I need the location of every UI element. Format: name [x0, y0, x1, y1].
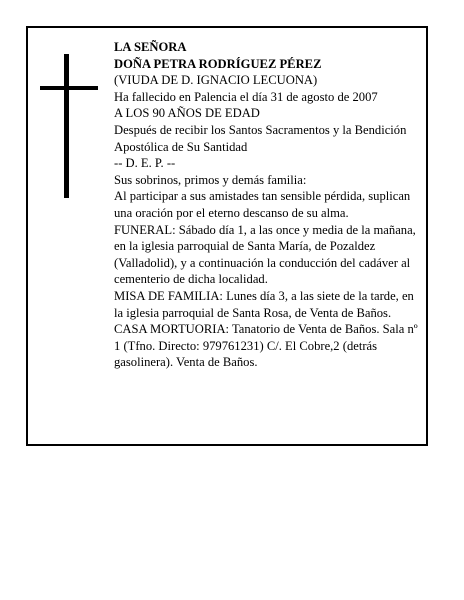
widow-of: (VIUDA DE D. IGNACIO LECUONA) — [114, 73, 318, 88]
deceased-name: DOÑA PETRA RODRÍGUEZ PÉREZ — [114, 56, 322, 71]
notice-text — [114, 39, 422, 371]
notice-title: LA SEÑORA — [114, 40, 187, 54]
rip-line: -- D. E. P. -- — [114, 156, 176, 171]
obituary-notice — [26, 26, 428, 446]
cross-horizontal-bar — [40, 86, 98, 90]
cross-vertical-bar — [64, 54, 69, 198]
latin-cross-icon — [40, 54, 98, 198]
funeral-details: FUNERAL: Sábado día 1, a las once y media de la mañana, en la iglesia parroquial de Santa María, de Pozaldez (Valladolid), y a continuación la conducción del cadáver al cementerio de dicha localidad. — [114, 222, 416, 287]
funeral-home-details: CASA MORTUORIA: Tanatorio de Venta de Baños. Sala nº 1 (Tfno. Directo: 979761231) C/. El Cobre,2 (detrás gasolinera). Venta de Baños. — [114, 322, 418, 370]
prayer-request: Al participar a sus amistades tan sensible pérdida, suplican una oración por el eterno descanso de su alma. — [114, 189, 411, 220]
family-line: Sus sobrinos, primos y demás familia: — [114, 172, 307, 187]
family-mass-details: MISA DE FAMILIA: Lunes día 3, a las siete de la tarde, en la iglesia parroquial de Santa Rosa, de Venta de Baños. — [114, 288, 414, 320]
age-at-death: A LOS 90 AÑOS DE EDAD — [114, 106, 260, 121]
sacraments-statement: Después de recibir los Santos Sacramentos y la Bendición Apostólica de Su Santidad — [114, 122, 407, 154]
death-statement: Ha fallecido en Palencia el día 31 de agosto de 2007 — [114, 89, 378, 104]
